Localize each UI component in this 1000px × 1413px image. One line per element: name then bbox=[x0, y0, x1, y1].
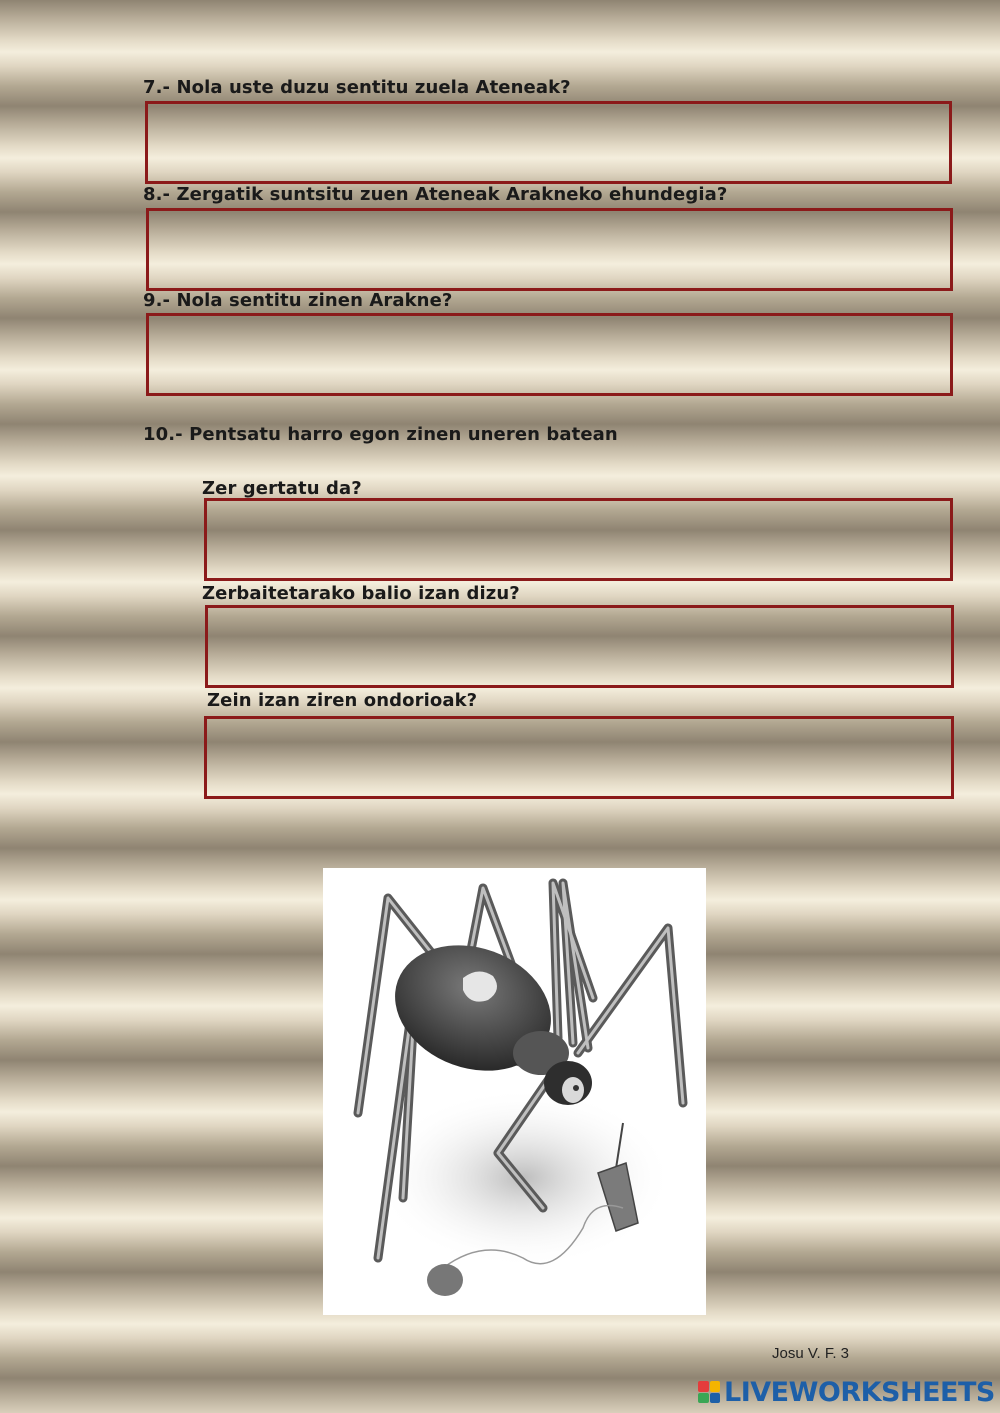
answer-box-7[interactable] bbox=[145, 101, 952, 184]
liveworksheets-wordmark: LIVEWORKSHEETS bbox=[724, 1376, 995, 1408]
answer-box-10a[interactable] bbox=[204, 498, 953, 581]
question-9: 9.- Nola sentitu zinen Arakne? bbox=[143, 290, 453, 311]
question-7: 7.- Nola uste duzu sentitu zuela Ateneak? bbox=[143, 77, 571, 98]
liveworksheets-logo[interactable] bbox=[698, 1374, 995, 1410]
question-10: 10.- Pentsatu harro egon zinen uneren batean bbox=[143, 424, 618, 445]
question-10c: Zein izan ziren ondorioak? bbox=[207, 690, 478, 711]
answer-box-9[interactable] bbox=[146, 313, 953, 396]
answer-box-8[interactable] bbox=[146, 208, 953, 291]
spider-illustration bbox=[323, 868, 706, 1315]
spider-drawing bbox=[323, 868, 706, 1315]
answer-box-10c[interactable] bbox=[204, 716, 954, 799]
question-10a: Zer gertatu da? bbox=[202, 478, 362, 499]
question-8: 8.- Zergatik suntsitu zuen Ateneak Arakneko ehundegia? bbox=[143, 184, 728, 205]
answer-box-10b[interactable] bbox=[205, 605, 954, 688]
author-footer: Josu V. F. 3 bbox=[772, 1345, 849, 1362]
liveworksheets-badge-icon bbox=[698, 1381, 720, 1403]
question-10b: Zerbaitetarako balio izan dizu? bbox=[202, 583, 520, 604]
